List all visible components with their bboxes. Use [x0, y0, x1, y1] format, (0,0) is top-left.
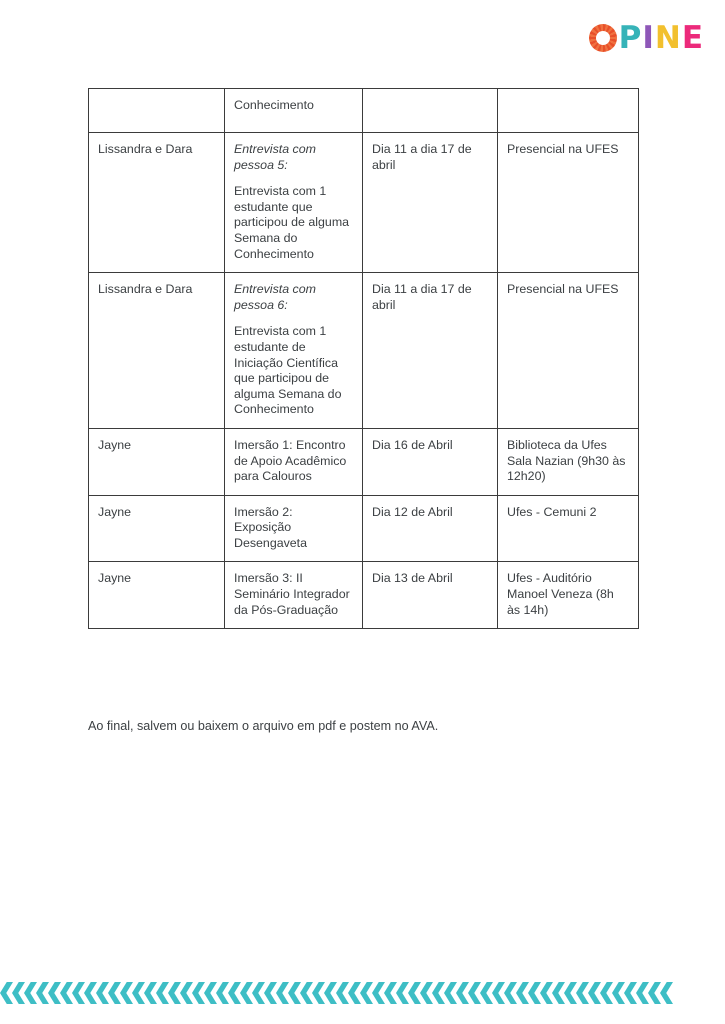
cell-text: Entrevista com 1 estudante de Iniciação Científica que participou de alguma Semana do Conhecimento: [234, 324, 342, 417]
chevron-icon: [60, 982, 73, 1004]
cell-text: Ufes - Auditório Manoel Veneza (8h às 14h): [507, 571, 614, 617]
chevron-icon: [120, 982, 133, 1004]
cell-text: Presencial na UFES: [507, 282, 619, 297]
table-row: [89, 89, 639, 133]
cell-atividade: [225, 133, 363, 273]
table-row: [89, 562, 639, 629]
chevron-icon: [48, 982, 61, 1004]
logo-letter-i: I: [642, 19, 654, 56]
closing-instruction-text: Ao final, salvem ou baixem o arquivo em pdf e postem no AVA.: [88, 718, 439, 733]
cell-atividade: [225, 273, 363, 429]
opine-logo-gear-icon: [589, 24, 617, 52]
chevron-icon: [540, 982, 553, 1004]
cell-text: Imersão 1: Encontro de Apoio Acadêmico para Calouros: [234, 437, 347, 484]
cell-data: [363, 562, 498, 629]
chevron-icon: [636, 982, 649, 1004]
table-row: [89, 273, 639, 429]
chevron-icon: [300, 982, 313, 1004]
cell-text: Jayne: [98, 571, 132, 586]
cell-text: Jayne: [98, 437, 132, 452]
chevron-icon: [228, 982, 241, 1004]
chevron-icon: [648, 982, 661, 1004]
chevron-icon: [24, 982, 37, 1004]
chevron-icon: [192, 982, 205, 1004]
chevron-icon: [612, 982, 625, 1004]
chevron-icon: [360, 982, 373, 1004]
chevron-icon: [408, 982, 421, 1004]
cell-local: [498, 428, 639, 495]
logo-letter-e: E: [681, 19, 703, 56]
chevron-icon: [312, 982, 325, 1004]
cell-responsavel: [89, 273, 225, 429]
cell-emphasis-text: Entrevista com pessoa 6:: [234, 282, 316, 312]
cell-text: Lissandra e Dara: [98, 282, 193, 297]
cell-text: Dia 12 de Abril: [372, 504, 453, 519]
chevron-icon: [276, 982, 289, 1004]
cell-text: Dia 16 de Abril: [372, 437, 453, 452]
chevron-icon: [552, 982, 565, 1004]
schedule-table: [88, 88, 639, 629]
chevron-icon: [492, 982, 505, 1004]
footer-chevron-decoration: [0, 980, 725, 1006]
chevron-icon: [180, 982, 193, 1004]
cell-text: Imersão 3: II Seminário Integrador da Pós-Graduação: [234, 571, 350, 617]
chevron-icon: [528, 982, 541, 1004]
cell-local: [498, 133, 639, 273]
chevron-icon: [72, 982, 85, 1004]
chevron-icon: [252, 982, 265, 1004]
chevron-icon: [264, 982, 277, 1004]
cell-text: Lissandra e Dara: [98, 142, 193, 156]
chevron-icon: [420, 982, 433, 1004]
table-row: [89, 428, 639, 495]
cell-atividade: [225, 562, 363, 629]
cell-text: Jayne: [98, 504, 132, 519]
cell-responsavel: [89, 89, 225, 133]
cell-atividade: [225, 495, 363, 562]
cell-emphasis-text: Entrevista com pessoa 5:: [234, 142, 316, 172]
chevron-icon: [516, 982, 529, 1004]
chevron-icon: [660, 982, 673, 1004]
cell-data: [363, 495, 498, 562]
chevron-icon: [504, 982, 517, 1004]
logo-letter-p: P: [618, 19, 642, 56]
cell-text: Dia 11 a dia 17 de abril: [372, 282, 472, 312]
chevron-icon: [432, 982, 445, 1004]
cell-data: [363, 133, 498, 273]
cell-responsavel: [89, 428, 225, 495]
cell-responsavel: [89, 133, 225, 273]
chevron-icon: [288, 982, 301, 1004]
chevron-icon: [336, 982, 349, 1004]
chevron-icon: [132, 982, 145, 1004]
cell-text: Entrevista com 1 estudante que participou de alguma Semana do Conhecimento: [234, 184, 350, 261]
cell-text: Imersão 2: Exposição Desengaveta: [234, 504, 308, 550]
chevron-icon: [12, 982, 25, 1004]
chevron-icon: [240, 982, 253, 1004]
chevron-icon: [144, 982, 157, 1004]
chevron-icon: [108, 982, 121, 1004]
cell-text: Conhecimento: [234, 98, 314, 112]
cell-text: Dia 13 de Abril: [372, 571, 453, 586]
chevron-icon: [564, 982, 577, 1004]
chevron-icon: [624, 982, 637, 1004]
cell-responsavel: [89, 562, 225, 629]
cell-local: [498, 89, 639, 133]
chevron-icon: [396, 982, 409, 1004]
chevron-icon: [0, 982, 13, 1004]
chevron-icon: [168, 982, 181, 1004]
cell-local: [498, 495, 639, 562]
chevron-icon: [348, 982, 361, 1004]
chevron-icon: [384, 982, 397, 1004]
cell-data: [363, 428, 498, 495]
chevron-icon: [468, 982, 481, 1004]
chevron-icon: [480, 982, 493, 1004]
cell-text: Ufes - Cemuni 2: [507, 504, 597, 519]
chevron-icon: [204, 982, 217, 1004]
chevron-icon: [456, 982, 469, 1004]
cell-text: Dia 11 a dia 17 de abril: [372, 142, 472, 172]
logo-letter-n: N: [654, 19, 681, 56]
table-row: [89, 133, 639, 273]
table-row: [89, 495, 639, 562]
chevron-icon: [156, 982, 169, 1004]
cell-text: Biblioteca da Ufes Sala Nazian (9h30 às 12h20): [507, 437, 626, 484]
chevron-icon: [324, 982, 337, 1004]
chevron-icon: [576, 982, 589, 1004]
chevron-icon: [216, 982, 229, 1004]
chevron-icon: [600, 982, 613, 1004]
cell-data: [363, 89, 498, 133]
cell-text: Presencial na UFES: [507, 142, 619, 156]
cell-local: [498, 562, 639, 629]
cell-atividade: [225, 428, 363, 495]
chevron-icon: [372, 982, 385, 1004]
cell-atividade: [225, 89, 363, 133]
chevron-icon: [588, 982, 601, 1004]
chevron-icon: [84, 982, 97, 1004]
chevron-icon: [444, 982, 457, 1004]
chevron-icon: [36, 982, 49, 1004]
schedule-table-container: [88, 88, 638, 629]
cell-data: [363, 273, 498, 429]
opine-logo: [589, 18, 703, 58]
cell-local: [498, 273, 639, 429]
cell-responsavel: [89, 495, 225, 562]
chevron-icon: [96, 982, 109, 1004]
